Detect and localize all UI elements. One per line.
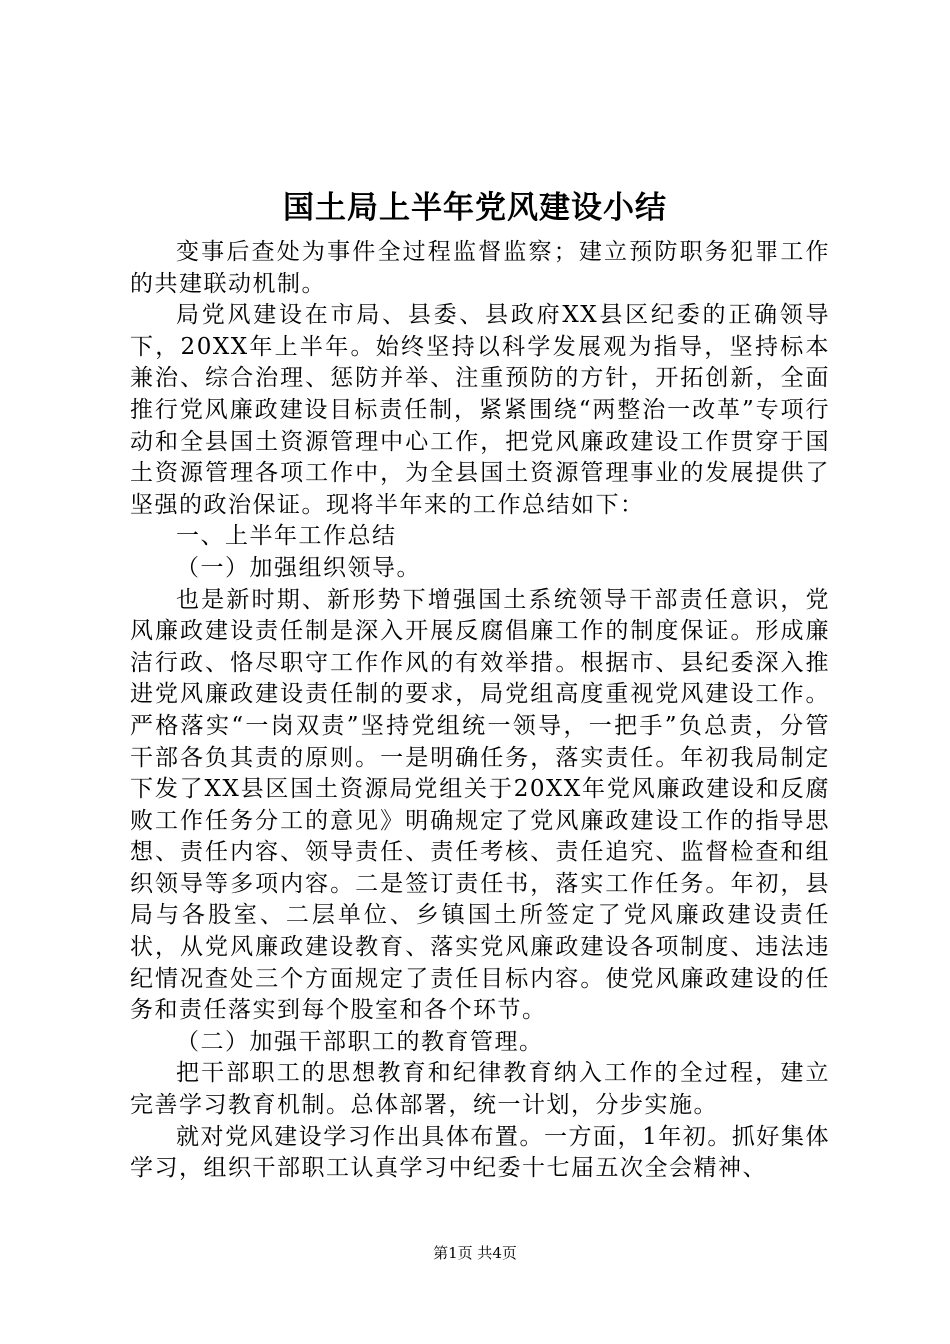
paragraph: 就对党风建设学习作出具体布置。一方面，1年初。抓好集体学习，组织干部职工认真学习中纪委十七届五次全会精神、 xyxy=(130,1123,830,1182)
subsection-heading: （一）加强组织领导。 xyxy=(176,554,421,581)
document-title: 国土局上半年党风建设小结 xyxy=(283,190,667,226)
paragraph: 局党风建设在市局、县委、县政府XX县区纪委的正确领导下，20XX年上半年。始终坚持以科学发展观为指导，坚持标本兼治、综合治理、惩防并举、注重预防的方针，开拓创新，全面推行党风廉政建设目标责任制，紧紧围绕“两整治一改革”专项行动和全县国土资源管理中心工作，把党风廉政建设工作贯穿于国土资源管理各项工作中，为全县国土资源管理事业的发展提供了坚强的政治保证。现将半年来的工作总结如下： xyxy=(130,302,830,518)
document-body xyxy=(130,237,830,1185)
paragraph: 把干部职工的思想教育和纪律教育纳入工作的全过程，建立完善学习教育机制。总体部署，统一计划，分步实施。 xyxy=(130,1060,830,1119)
paragraph: 也是新时期、新形势下增强国土系统领导干部责任意识，党风廉政建设责任制是深入开展反腐倡廉工作的制度保证。形成廉洁行政、恪尽职守工作作风的有效举措。根据市、县纪委深入推进党风廉政建设责任制的要求，局党组高度重视党风建设工作。严格落实“一岗双责”坚持党组统一领导，一把手”负总责，分管干部各负其责的原则。一是明确任务，落实责任。年初我局制定下发了XX县区国土资源局党组关于20XX年党风廉政建设和反腐败工作任务分工的意见》明确规定了党风廉政建设工作的指导思想、责任内容、领导责任、责任考核、责任追究、监督检查和组织领导等多项内容。二是签订责任书，落实工作任务。年初，县局与各股室、二层单位、乡镇国土所签定了党风廉政建设责任状，从党风廉政建设教育、落实党风廉政建设各项制度、违法违纪情况查处三个方面规定了责任目标内容。使党风廉政建设的任务和责任落实到每个股室和各个环节。 xyxy=(130,586,830,1024)
section-heading: 一、上半年工作总结 xyxy=(176,523,397,550)
paragraph: 变事后查处为事件全过程监督监察；建立预防职务犯罪工作的共建联动机制。 xyxy=(130,239,830,297)
subsection-heading: （二）加强干部职工的教育管理。 xyxy=(176,1028,544,1055)
page-footer: 第1页 共4页 xyxy=(433,1244,517,1262)
